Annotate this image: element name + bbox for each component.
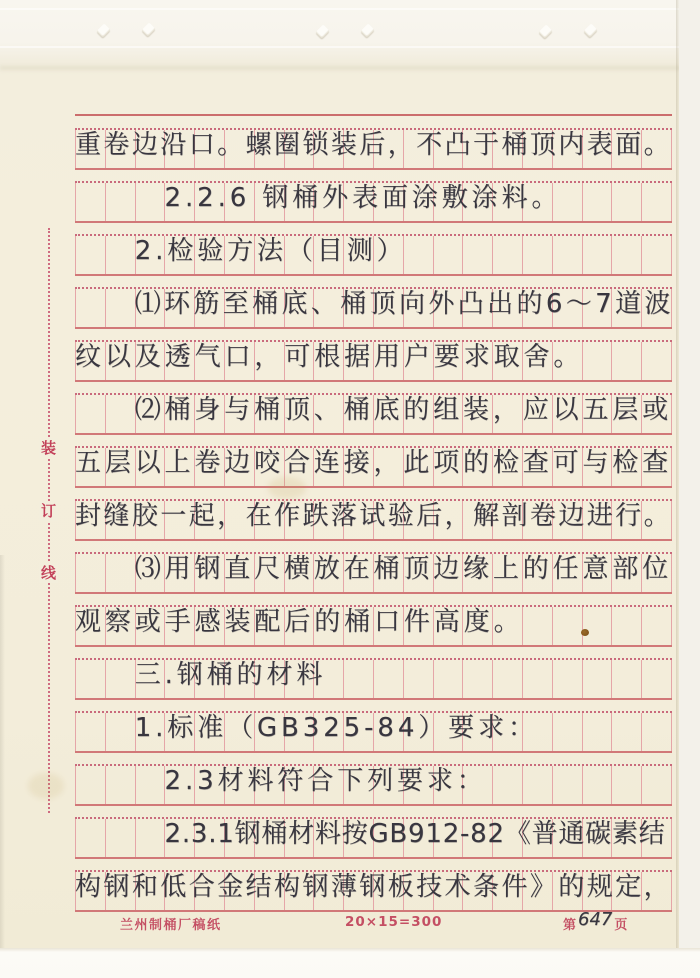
- paper-stain: [28, 773, 64, 799]
- manuscript-line: ⑶用钢直尺横放在桶顶边缘上的任意部位: [134, 554, 672, 584]
- grid-cell: [642, 183, 672, 221]
- grid-cell: [583, 183, 613, 221]
- paper-fold-crease: [0, 66, 700, 70]
- grid-cell: [553, 766, 583, 804]
- page-edge-seam: [676, 0, 679, 948]
- grid-cell: [106, 183, 136, 221]
- grid-cell: [106, 289, 136, 327]
- grid-cell: [106, 819, 136, 857]
- staple-hole: [96, 23, 110, 37]
- grid-cell: [583, 713, 613, 751]
- grid-cell: [583, 236, 613, 274]
- manuscript-line: 1.标准（GB325-84）要求：: [134, 713, 538, 743]
- grid-cell: [612, 236, 642, 274]
- grid-cell: [75, 660, 106, 698]
- grid-top-rule: [75, 114, 672, 116]
- grid-cell: [583, 766, 613, 804]
- staple-hole: [315, 24, 329, 38]
- grid-cell: [612, 183, 642, 221]
- grid-cell: [463, 236, 493, 274]
- grid-cell: [434, 660, 464, 698]
- grid-cell: [136, 766, 166, 804]
- grid-cell: [642, 766, 672, 804]
- grid-cell: [642, 713, 672, 751]
- grid-cell: [75, 554, 106, 592]
- page-label-suffix: 页: [614, 918, 628, 933]
- paper-stain: [268, 477, 306, 499]
- manuscript-line: 构钢和低合金结构钢薄钢板技术条件》的规定，: [75, 872, 673, 902]
- grid-cell: [612, 660, 642, 698]
- grid-cell: [523, 660, 553, 698]
- manuscript-line: 封缝胶一起，在作跌落试验后，解剖卷边进行。: [75, 501, 673, 531]
- grid-cell: [106, 713, 136, 751]
- grid-cell: [583, 660, 613, 698]
- footer-factory-name: 兰州制桶厂稿纸: [120, 918, 222, 933]
- grid-cell: [523, 766, 553, 804]
- binding-label-char: 订: [40, 502, 56, 520]
- paper-streak: [0, 46, 700, 48]
- grid-cell: [106, 554, 136, 592]
- grid-cell: [612, 713, 642, 751]
- grid-cell: [404, 660, 434, 698]
- grid-cell: [612, 607, 642, 645]
- grid-cell: [553, 713, 583, 751]
- grid-cell: [612, 342, 642, 380]
- grid-cell: [583, 607, 613, 645]
- grid-cell: [434, 236, 464, 274]
- binding-label-char: 线: [40, 564, 56, 582]
- grid-cell: [463, 660, 493, 698]
- manuscript-line: 五层以上卷边咬合连接，此项的检查可与检查: [75, 448, 673, 478]
- footer-grid-spec: 20×15=300: [345, 914, 443, 930]
- grid-cell: [106, 660, 136, 698]
- binding-label-char: 装: [40, 439, 56, 457]
- grid-cell: [493, 660, 523, 698]
- grid-cell: [642, 236, 672, 274]
- grid-cell: [75, 819, 106, 857]
- grid-cell: [493, 236, 523, 274]
- grid-cell: [553, 607, 583, 645]
- page-number-handwritten: 647: [578, 909, 613, 930]
- manuscript-line: 2.2.6 钢桶外表面涂敷涂料。: [164, 183, 562, 213]
- page-right-edge: [679, 0, 700, 948]
- page-label-prefix: 第: [563, 918, 577, 933]
- manuscript-line: ⑵桶身与桶顶、桶底的组装，应以五层或: [134, 395, 672, 425]
- grid-cell: [523, 607, 553, 645]
- grid-cell: [344, 660, 374, 698]
- scan-background-strip: [0, 948, 700, 978]
- ink-stain-dot: [581, 629, 589, 636]
- grid-cell: [553, 236, 583, 274]
- grid-cell: [75, 289, 106, 327]
- manuscript-line: 三.钢桶的材料: [134, 660, 327, 690]
- grid-cell: [523, 236, 553, 274]
- manuscript-line: ⑴环筋至桶底、桶顶向外凸出的6～7道波: [134, 289, 674, 319]
- staple-hole: [141, 22, 155, 36]
- grid-cell: [642, 660, 672, 698]
- manuscript-line: 观察或手感装配后的桶口件高度。: [75, 607, 524, 637]
- staple-hole: [538, 24, 552, 38]
- grid-cell: [612, 766, 642, 804]
- manuscript-line: 重卷边沿口。螺圈锁装后，不凸于桶顶内表面。: [75, 130, 673, 160]
- grid-cell: [374, 660, 404, 698]
- grid-cell: [106, 395, 136, 433]
- staple-hole: [583, 23, 597, 37]
- grid-cell: [642, 607, 672, 645]
- grid-cell: [106, 236, 136, 274]
- grid-cell: [75, 395, 106, 433]
- manuscript-line: 2.检验方法（目测）: [134, 236, 407, 266]
- manuscript-line: 2.3.1钢桶材料按GB912-82《普通碳素结: [164, 819, 666, 849]
- grid-cell: [75, 183, 106, 221]
- grid-cell: [136, 819, 166, 857]
- grid-cell: [642, 342, 672, 380]
- grid-cell: [75, 766, 106, 804]
- grid-cell: [75, 236, 106, 274]
- grid-cell: [583, 342, 613, 380]
- manuscript-line: 2.3材料符合下列要求：: [164, 766, 487, 796]
- grid-cell: [75, 713, 106, 751]
- grid-cell: [493, 766, 523, 804]
- grid-cell: [404, 236, 434, 274]
- grid-cell: [136, 183, 166, 221]
- manuscript-line: 纹以及透气口，可根据用户要求取舍。: [75, 342, 584, 372]
- grid-cell: [553, 660, 583, 698]
- page-left-edge-shadow: [0, 555, 5, 948]
- paper-streak: [0, 8, 700, 10]
- staple-hole: [360, 23, 374, 37]
- grid-cell: [106, 766, 136, 804]
- footer-page-number: [563, 911, 627, 933]
